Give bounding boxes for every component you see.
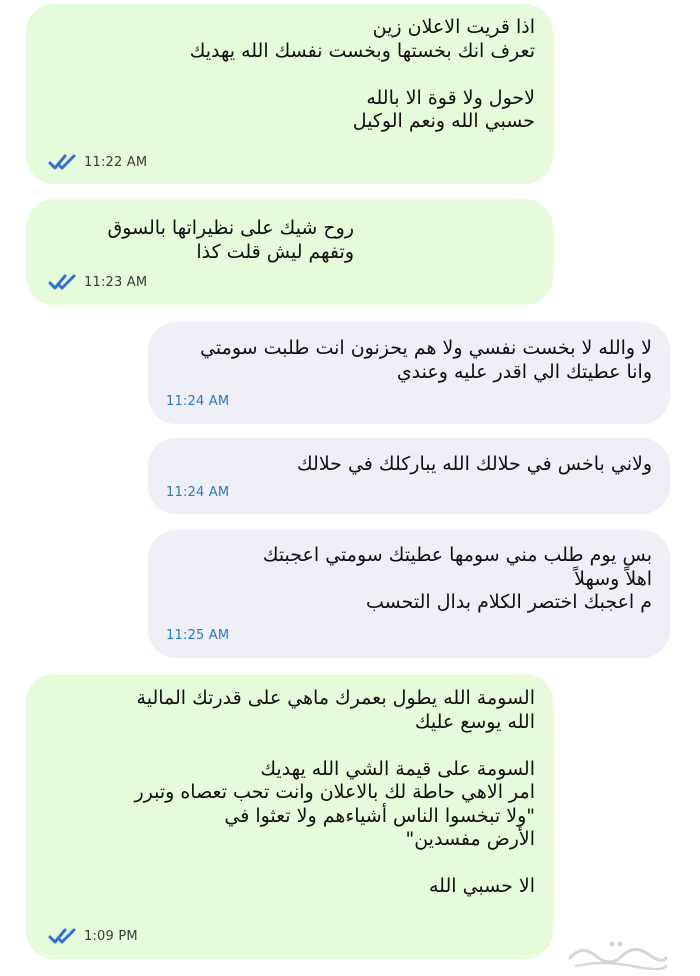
message-bubble-incoming[interactable] <box>148 530 670 658</box>
message-time: 11:22 AM <box>84 154 148 170</box>
message-time: 1:09 PM <box>84 928 138 944</box>
message-meta <box>166 394 229 409</box>
message-text: لا والله لا بخست نفسي ولا هم يحزنون انت طلبت سومتي وانا عطيتك الي اقدر عليه وعندي <box>200 337 652 383</box>
double-check-icon <box>48 154 78 170</box>
message-time: 11:24 AM <box>166 485 230 500</box>
message-bubble-incoming[interactable] <box>148 438 670 514</box>
message-time: 11:24 AM <box>166 394 230 409</box>
message-text: ولاني باخس في حلالك الله يباركلك في حلالك <box>297 453 652 475</box>
message-meta <box>48 154 147 170</box>
double-check-icon <box>48 928 78 944</box>
watermark-logo <box>562 936 672 972</box>
message-meta <box>48 274 147 290</box>
message-bubble-incoming[interactable] <box>148 322 670 424</box>
message-time: 11:23 AM <box>84 274 148 290</box>
message-text: روح شيك على نظيراتها بالسوق وتفهم ليش قلت كذا <box>107 217 354 263</box>
message-meta <box>166 485 229 500</box>
message-meta <box>166 628 229 643</box>
message-text: بس يوم طلب مني سومها عطيتك سومتي اعجبتك اهلاً وسهلاً م اعجبك اختصر الكلام بدال التحسب <box>262 544 652 613</box>
message-meta <box>48 928 138 944</box>
message-bubble-outgoing[interactable] <box>26 4 553 184</box>
message-time: 11:25 AM <box>166 628 230 643</box>
message-bubble-outgoing[interactable] <box>26 199 553 305</box>
message-text: السومة الله يطول بعمرك ماهي على قدرتك المالية الله يوسع عليك السومة على قيمة الشي الله يهديك امر الاهي حاطة لك بالاعلان وانت تحب تعصاه وتبرر "ولا تبخسوا الناس أشياءهم ولا تعثوا في الأرض مفسدين" الا حسبي الله <box>134 687 535 897</box>
double-check-icon <box>48 274 78 290</box>
message-bubble-outgoing[interactable] <box>26 674 553 959</box>
message-text: اذا قريت الاعلان زين تعرف انك بخستها وبخست نفسك الله يهديك لاحول ولا قوة الا بالله حسبي الله ونعم الوكيل <box>189 16 535 132</box>
